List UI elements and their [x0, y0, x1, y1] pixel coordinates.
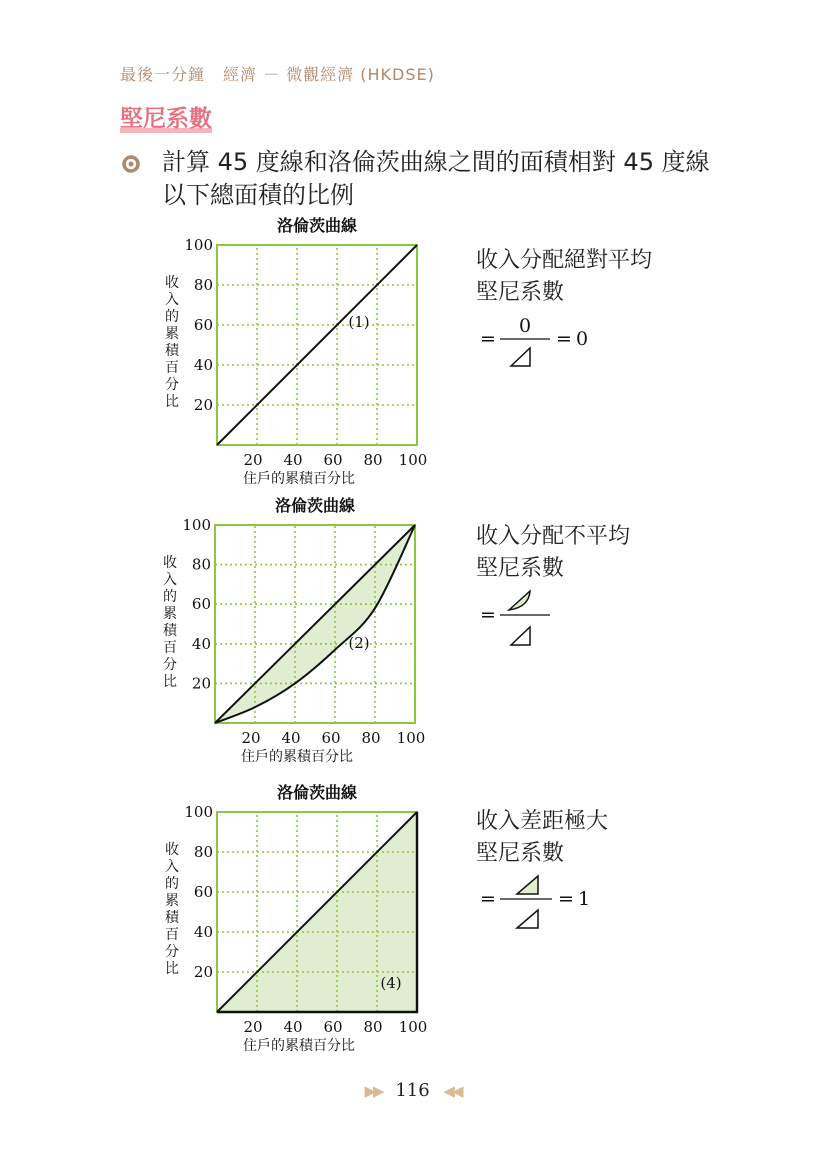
y-axis-label-char: 比 [163, 674, 177, 690]
note-line: 堅尼系數 [476, 280, 565, 305]
note-line: 收入分配絕對平均 [476, 248, 653, 273]
y-tick-label: 40 [193, 356, 213, 374]
curve-label: (1) [348, 313, 370, 331]
formula-equals-sign: = [480, 888, 496, 910]
page-number: 116 [395, 1080, 430, 1101]
y-tick-label: 60 [191, 595, 211, 614]
y-axis-label-char: 百 [165, 927, 179, 943]
x-tick-label: 40 [283, 1018, 303, 1036]
y-axis-label-char: 比 [165, 394, 179, 410]
y-axis-label-char: 的 [163, 589, 177, 605]
formula-result: 1 [578, 888, 591, 910]
intro-line: 計算 45 度線和洛倫茨曲線之間的面積相對 45 度線 [162, 148, 710, 176]
formula-equals-sign: = [480, 328, 496, 350]
lens-area-icon [509, 591, 530, 610]
chart-title: 洛倫茨曲線 [276, 216, 358, 235]
y-axis-label-char: 積 [165, 343, 179, 359]
y-tick-label: 80 [193, 276, 213, 294]
y-axis-label-char: 累 [165, 326, 179, 342]
y-axis-label-char: 累 [163, 606, 177, 622]
y-tick-label: 100 [182, 516, 211, 534]
triangle-icon [517, 910, 538, 928]
y-axis-label-char: 分 [163, 657, 177, 673]
y-axis-label-char: 百 [165, 360, 179, 376]
x-tick-label: 60 [323, 451, 343, 469]
y-axis-label-char: 入 [165, 859, 179, 875]
y-tick-label: 40 [191, 634, 211, 653]
y-axis-label [165, 274, 180, 410]
note-line: 堅尼系數 [476, 841, 565, 866]
formula-result-equals: = [558, 888, 574, 910]
y-tick-label: 20 [193, 396, 213, 414]
x-tick-label: 60 [321, 729, 341, 747]
y-axis-label-char: 的 [165, 309, 179, 325]
triangle-icon [511, 627, 530, 645]
curve-label: (2) [348, 633, 370, 652]
x-axis-label: 住戶的累積百分比 [243, 1038, 355, 1054]
formula-extreme [480, 876, 590, 928]
x-tick-label: 60 [323, 1018, 343, 1036]
page-footer [0, 1080, 825, 1101]
equality-line [215, 525, 415, 723]
equality-line [217, 245, 417, 445]
formula-result: 0 [576, 328, 589, 350]
y-axis-label-char: 收 [165, 842, 179, 858]
header-subject: 經濟 － 微觀經濟 (HKDSE) [223, 65, 435, 84]
y-tick-label: 60 [193, 316, 213, 334]
y-axis-label-char: 積 [165, 910, 179, 926]
x-tick-label: 20 [241, 729, 261, 747]
x-tick-label: 80 [363, 1018, 383, 1036]
formula-unequal [480, 591, 550, 645]
note-line: 收入差距極大 [476, 809, 609, 834]
note-extreme [476, 806, 608, 870]
formula-result-equals: = [556, 328, 572, 350]
triangle-icon [517, 876, 538, 894]
y-axis-label-char: 入 [163, 572, 177, 588]
y-axis-label-char: 收 [165, 275, 179, 291]
lorenz-chart-extreme [165, 783, 427, 1054]
y-tick-label: 100 [184, 236, 213, 254]
y-axis-label-char: 分 [165, 377, 179, 393]
formula-equal [480, 315, 588, 366]
double-arrow-right-icon: ▶▶ [364, 1082, 382, 1100]
y-tick-label: 40 [193, 923, 213, 941]
x-tick-label: 100 [398, 451, 428, 469]
y-axis-label [163, 554, 178, 690]
y-axis-label-char: 百 [163, 640, 177, 656]
y-axis-label-char: 分 [165, 944, 179, 960]
y-axis-label-char: 積 [163, 623, 177, 639]
note-equal [476, 245, 652, 309]
x-axis-label: 住戶的累積百分比 [243, 471, 355, 487]
x-tick-label: 20 [243, 451, 263, 469]
note-unequal [476, 521, 630, 585]
y-tick-label: 20 [193, 963, 213, 981]
note-line: 收入分配不平均 [476, 524, 631, 549]
y-axis-label [165, 841, 180, 977]
x-axis-label: 住戶的累積百分比 [241, 749, 353, 765]
y-axis-label-char: 入 [165, 292, 179, 308]
y-axis-label-char: 累 [165, 893, 179, 909]
y-tick-label: 80 [191, 555, 211, 574]
y-tick-label: 20 [191, 674, 211, 693]
x-tick-label: 20 [243, 1018, 263, 1036]
y-axis-label-char: 的 [165, 876, 179, 892]
lorenz-chart-unequal [163, 496, 425, 765]
chart-title: 洛倫茨曲線 [274, 496, 356, 515]
chart-title: 洛倫茨曲線 [276, 783, 358, 802]
curve-label: (4) [380, 974, 402, 992]
note-line: 堅尼系數 [476, 556, 565, 581]
x-tick-label: 80 [361, 729, 381, 747]
section-title: 堅尼系數 [120, 106, 212, 132]
x-tick-label: 40 [283, 451, 303, 469]
x-tick-label: 80 [363, 451, 383, 469]
formula-equals-sign: = [480, 604, 496, 626]
y-tick-label: 100 [184, 803, 213, 821]
triangle-icon [511, 348, 530, 366]
x-tick-label: 100 [398, 1018, 428, 1036]
x-tick-label: 40 [281, 729, 301, 747]
lorenz-chart-equal [165, 216, 427, 487]
y-axis-label-char: 比 [165, 961, 179, 977]
intro-line: 以下總面積的比例 [162, 181, 354, 209]
y-tick-label: 60 [193, 883, 213, 901]
formula-numerator: 0 [518, 315, 532, 337]
y-tick-label: 80 [193, 843, 213, 861]
y-axis-label-char: 收 [163, 555, 177, 571]
header-book-title: 最後一分鐘 [120, 65, 206, 84]
x-tick-label: 100 [396, 729, 426, 747]
double-arrow-left-icon: ◀◀ [443, 1082, 461, 1100]
